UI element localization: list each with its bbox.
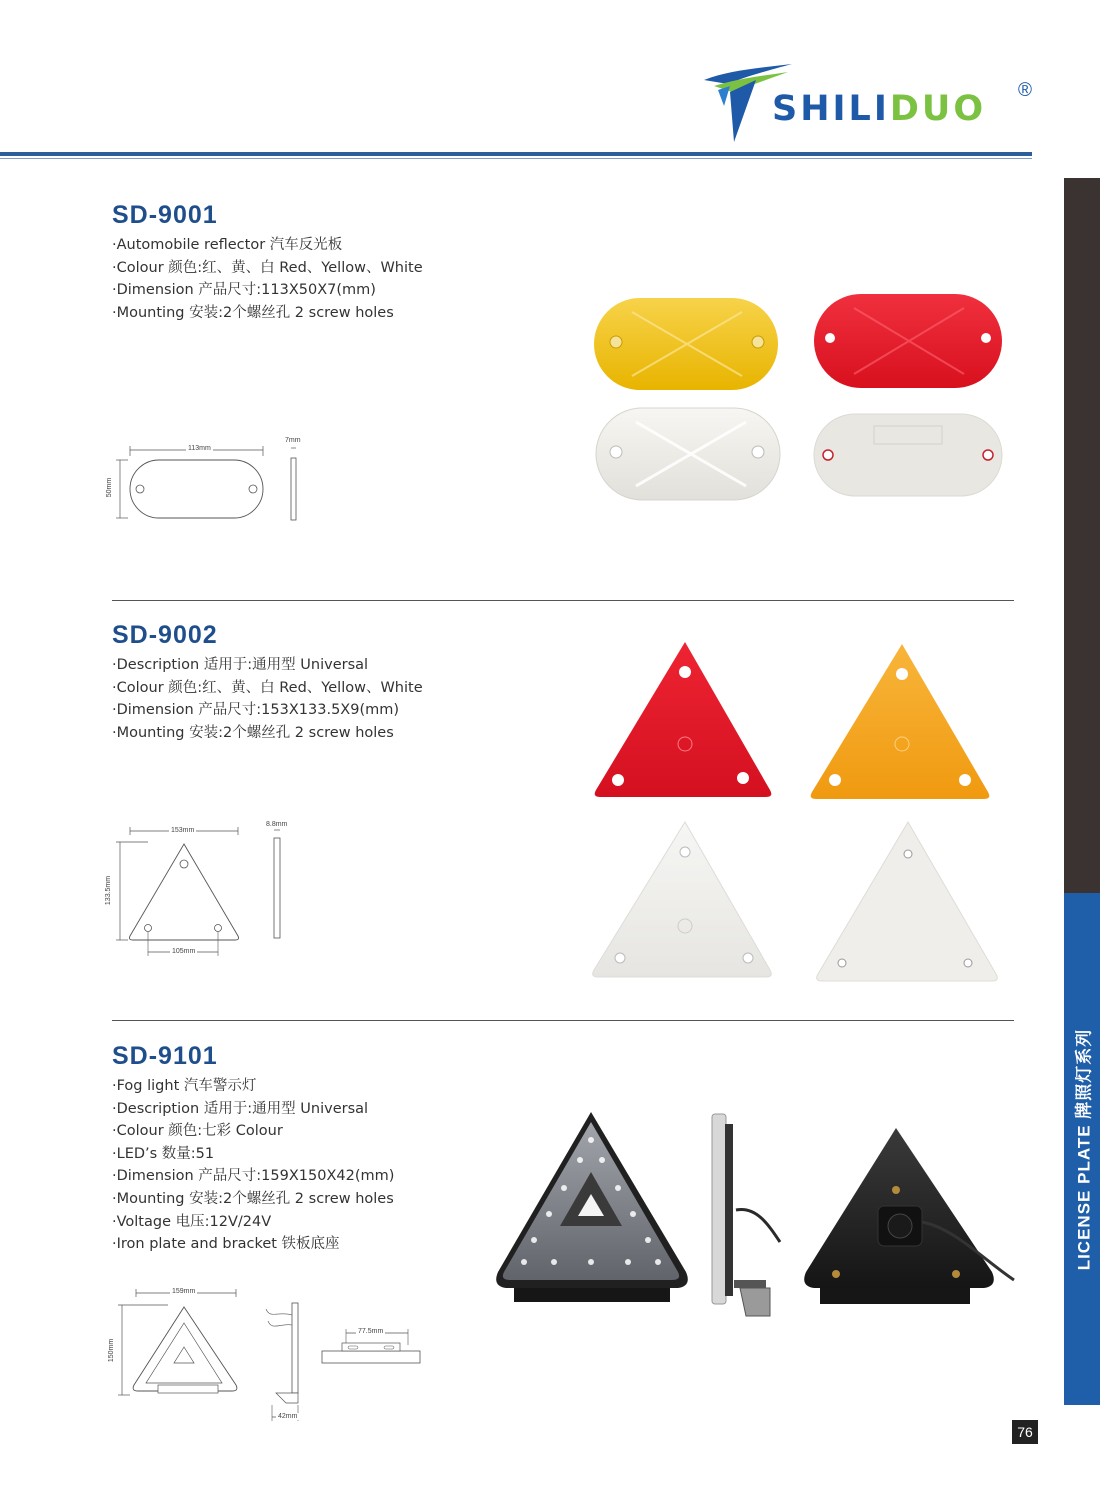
dim-label-width: 153mm bbox=[171, 827, 195, 834]
oval-reflectors-photo bbox=[592, 292, 1012, 502]
product-code: SD-9002 bbox=[112, 621, 218, 649]
fog-light-photo bbox=[494, 1110, 1024, 1320]
page-number: 76 bbox=[1012, 1420, 1038, 1444]
spec-line: ·Mounting 安装:2个螺丝孔 2 screw holes bbox=[112, 1190, 394, 1207]
product-photos-fog-light bbox=[494, 1110, 1024, 1320]
dim-label-height: 50mm bbox=[106, 477, 114, 498]
section-divider bbox=[112, 600, 1014, 601]
spec-line: ·Automobile reflector 汽车反光板 bbox=[112, 237, 343, 253]
product-photos-triangle bbox=[590, 640, 1010, 985]
dimension-drawing-oval bbox=[108, 438, 308, 528]
dim-label-depth: 7mm bbox=[285, 437, 301, 444]
product-code: SD-9001 bbox=[112, 201, 218, 229]
side-tab-label bbox=[1064, 893, 1100, 1405]
spec-list bbox=[112, 654, 423, 744]
triangle-reflectors-photo bbox=[590, 640, 1010, 985]
header-divider bbox=[0, 152, 1032, 156]
spec-line: ·LED’s 数量:51 bbox=[112, 1145, 215, 1162]
dim-label-hole-spacing: 105mm bbox=[172, 948, 196, 955]
category-label: LICENSE PLATE 牌照灯系列 bbox=[1074, 1028, 1094, 1270]
spec-line: ·Iron plate and bracket 铁板底座 bbox=[112, 1236, 340, 1253]
header-divider-thin bbox=[0, 158, 1032, 159]
dim-label-width: 159mm bbox=[172, 1288, 196, 1295]
product-code: SD-9101 bbox=[112, 1042, 218, 1070]
brand-name-part2: DUO bbox=[889, 89, 987, 129]
spec-line: ·Mounting 安装:2个螺丝孔 2 screw holes bbox=[112, 304, 394, 321]
spec-line: ·Dimension 产品尺寸:113X50X7(mm) bbox=[112, 282, 376, 299]
spec-line: ·Colour 颜色:红、黄、白 Red、Yellow、White bbox=[112, 679, 423, 696]
section-divider bbox=[112, 1020, 1014, 1021]
brand-wordmark bbox=[772, 89, 987, 129]
brand-name-part1: SHILI bbox=[772, 89, 890, 129]
spec-line: ·Dimension 产品尺寸:159X150X42(mm) bbox=[112, 1168, 395, 1185]
spec-line: ·Mounting 安装:2个螺丝孔 2 screw holes bbox=[112, 724, 394, 741]
dimension-drawing-fog-light bbox=[108, 1285, 428, 1425]
dim-label-depth: 8.8mm bbox=[266, 821, 288, 828]
spec-line: ·Colour 颜色:七彩 Colour bbox=[112, 1123, 283, 1140]
dim-label-depth: 42mm bbox=[278, 1413, 298, 1420]
dim-label-height: 133.5mm bbox=[105, 875, 113, 906]
spec-line: ·Description 适用于:通用型 Universal bbox=[112, 1100, 369, 1117]
product-photos-oval bbox=[592, 292, 1012, 502]
fog-light-drawing bbox=[108, 1285, 428, 1425]
spec-line: ·Dimension 产品尺寸:153X133.5X9(mm) bbox=[112, 702, 400, 719]
dim-label-height: 150mm bbox=[108, 1338, 116, 1363]
dimension-drawing-triangle bbox=[105, 820, 308, 960]
dim-label-bracket: 77.5mm bbox=[358, 1328, 384, 1335]
registered-mark: ® bbox=[1018, 80, 1032, 101]
spec-line: ·Colour 颜色:红、黄、白 Red、Yellow、White bbox=[112, 259, 423, 276]
spec-line: ·Description 适用于:通用型 Universal bbox=[112, 657, 369, 673]
triangle-reflector-drawing bbox=[108, 820, 308, 960]
dim-label-width: 113mm bbox=[188, 445, 211, 452]
spec-list bbox=[112, 234, 423, 324]
spec-line: ·Fog light 汽车警示灯 bbox=[112, 1078, 257, 1094]
spec-line: ·Voltage 电压:12V/24V bbox=[112, 1213, 272, 1230]
spec-list bbox=[112, 1075, 394, 1256]
side-tab-dark bbox=[1064, 178, 1100, 893]
